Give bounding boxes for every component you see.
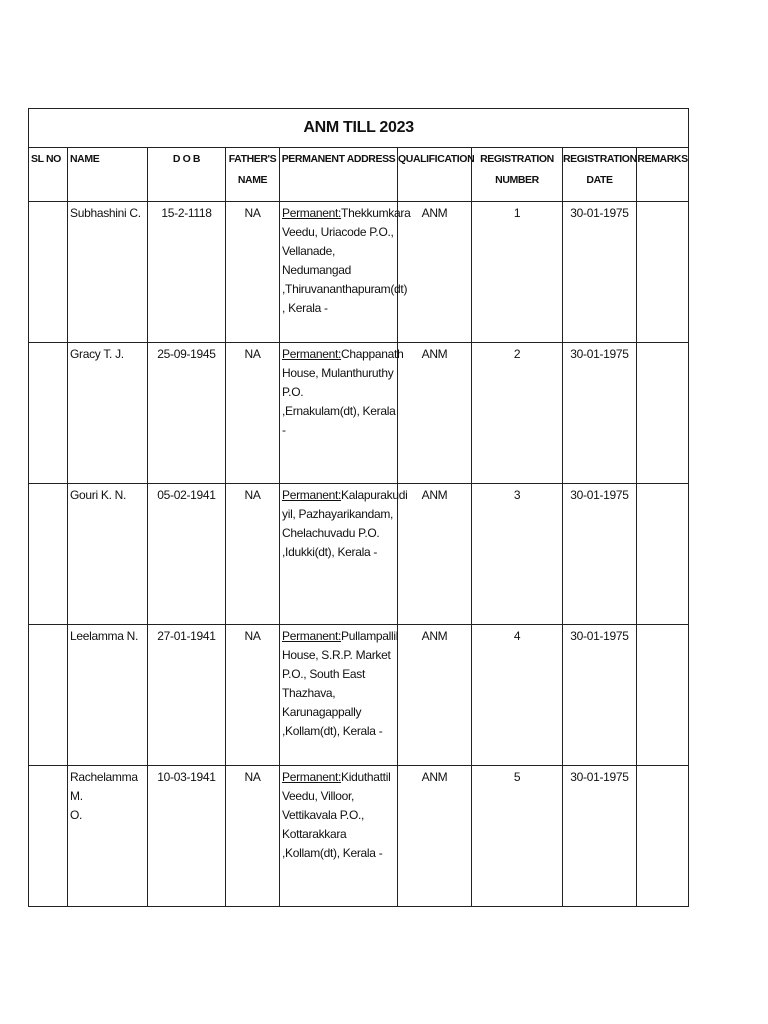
- address-line: Veedu, Villoor,: [282, 789, 355, 803]
- cell-registration-date: 30-01-1975: [563, 484, 637, 625]
- table-row: [29, 202, 689, 343]
- address-line: Thekkumkara: [341, 206, 411, 220]
- header-remarks: REMARKS: [637, 148, 689, 202]
- header-name: NAME: [68, 148, 148, 202]
- table-row: [29, 343, 689, 484]
- cell-dob: 27-01-1941: [148, 625, 226, 766]
- table-row: [29, 484, 689, 625]
- header-fathers-name: [226, 148, 280, 202]
- cell-sl-no: [29, 202, 68, 343]
- cell-registration-number: 4: [472, 625, 563, 766]
- header-registration-number: [472, 148, 563, 202]
- cell-address: [280, 343, 404, 484]
- address-label: Permanent:: [282, 347, 342, 361]
- cell-remarks: [637, 484, 689, 625]
- address-line: House, S.R.P. Market: [282, 648, 391, 662]
- address-label: Permanent:: [282, 629, 342, 643]
- cell-dob: 15-2-1118: [148, 202, 226, 343]
- address-line: Chelachuvadu P.O.: [282, 526, 380, 540]
- address-line: ,Kollam(dt), Kerala -: [282, 724, 383, 738]
- cell-sl-no: [29, 484, 68, 625]
- address-line: Kiduthattil: [341, 770, 391, 784]
- cell-fathers-name: NA: [226, 625, 280, 766]
- address-line: Kalapurakudi: [341, 488, 408, 502]
- cell-registration-date: 30-01-1975: [563, 625, 637, 766]
- address-line: Pullampallil: [341, 629, 399, 643]
- header-sl-no: SL NO: [29, 148, 68, 202]
- anm-register-table: [28, 108, 689, 907]
- header-reg-number-line2: NUMBER: [495, 174, 539, 186]
- cell-address: [280, 484, 408, 625]
- address-line: Karunagappally: [282, 705, 362, 719]
- address-line: Veedu, Uriacode P.O.,: [282, 225, 394, 239]
- address-line: Chappanath: [341, 347, 404, 361]
- table-title: ANM TILL 2023: [29, 109, 689, 148]
- table-row: [29, 625, 689, 766]
- address-line: P.O.: [282, 385, 304, 399]
- cell-registration-date: 30-01-1975: [563, 343, 637, 484]
- cell-name: [68, 766, 148, 907]
- header-row: [29, 148, 689, 202]
- cell-name: Gracy T. J.: [68, 343, 148, 484]
- cell-dob: 05-02-1941: [148, 484, 226, 625]
- cell-registration-number: 2: [472, 343, 563, 484]
- address-line: ,Kollam(dt), Kerala -: [282, 846, 383, 860]
- cell-registration-number: 1: [472, 202, 563, 343]
- address-line: ,Thiruvananthapuram(dt): [282, 282, 408, 296]
- address-line: ,Ernakulam(dt), Kerala -: [282, 404, 396, 437]
- address-line: ,Idukki(dt), Kerala -: [282, 545, 378, 559]
- header-reg-date-line1: REGISTRATION: [563, 153, 637, 165]
- address-line: , Kerala -: [282, 301, 328, 315]
- cell-dob: 10-03-1941: [148, 766, 226, 907]
- cell-name: Subhashini C.: [68, 202, 148, 343]
- header-qualification: QUALIFICATION: [398, 148, 472, 202]
- cell-fathers-name: NA: [226, 484, 280, 625]
- address-line: yil, Pazhayarikandam,: [282, 507, 394, 521]
- cell-remarks: [637, 202, 689, 343]
- cell-sl-no: [29, 625, 68, 766]
- address-line: Vellanade, Nedumangad: [282, 244, 352, 277]
- table-row: [29, 766, 689, 907]
- address-line: Thazhava,: [282, 686, 336, 700]
- address-label: Permanent:: [282, 488, 342, 502]
- header-reg-date-line2: DATE: [586, 174, 613, 186]
- cell-remarks: [637, 625, 689, 766]
- cell-address: [280, 202, 411, 343]
- cell-qualification: ANM: [398, 625, 472, 766]
- header-registration-date: [563, 148, 637, 202]
- address-line: Vettikavala P.O.,: [282, 808, 365, 822]
- cell-address: [280, 766, 398, 907]
- header-reg-number-line1: REGISTRATION: [480, 153, 554, 165]
- cell-sl-no: [29, 343, 68, 484]
- cell-qualification: ANM: [398, 766, 472, 907]
- address-label: Permanent:: [282, 770, 342, 784]
- cell-fathers-name: NA: [226, 343, 280, 484]
- address-line: P.O., South East: [282, 667, 366, 681]
- header-fathers-name-line2: NAME: [237, 174, 268, 186]
- header-dob: D O B: [148, 148, 226, 202]
- address-label: Permanent:: [282, 206, 342, 220]
- cell-qualification: ANM: [398, 202, 472, 343]
- name-line: O.: [70, 808, 83, 822]
- cell-name: Leelamma N.: [68, 625, 148, 766]
- name-line: Rachelamma M.: [70, 770, 138, 803]
- header-fathers-name-line1: FATHER'S: [228, 153, 277, 165]
- cell-registration-date: 30-01-1975: [563, 202, 637, 343]
- cell-registration-number: 5: [472, 766, 563, 907]
- cell-qualification: ANM: [398, 343, 472, 484]
- address-line: House, Mulanthuruthy: [282, 366, 394, 380]
- cell-address: [280, 625, 398, 766]
- address-line: Kottarakkara: [282, 827, 347, 841]
- cell-sl-no: [29, 766, 68, 907]
- cell-fathers-name: NA: [226, 202, 280, 343]
- cell-dob: 25-09-1945: [148, 343, 226, 484]
- header-permanent-address: PERMANENT ADDRESS: [280, 148, 398, 202]
- cell-remarks: [637, 343, 689, 484]
- cell-qualification: ANM: [398, 484, 472, 625]
- cell-registration-number: 3: [472, 484, 563, 625]
- cell-name: Gouri K. N.: [68, 484, 148, 625]
- cell-fathers-name: NA: [226, 766, 280, 907]
- cell-registration-date: 30-01-1975: [563, 766, 637, 907]
- cell-remarks: [637, 766, 689, 907]
